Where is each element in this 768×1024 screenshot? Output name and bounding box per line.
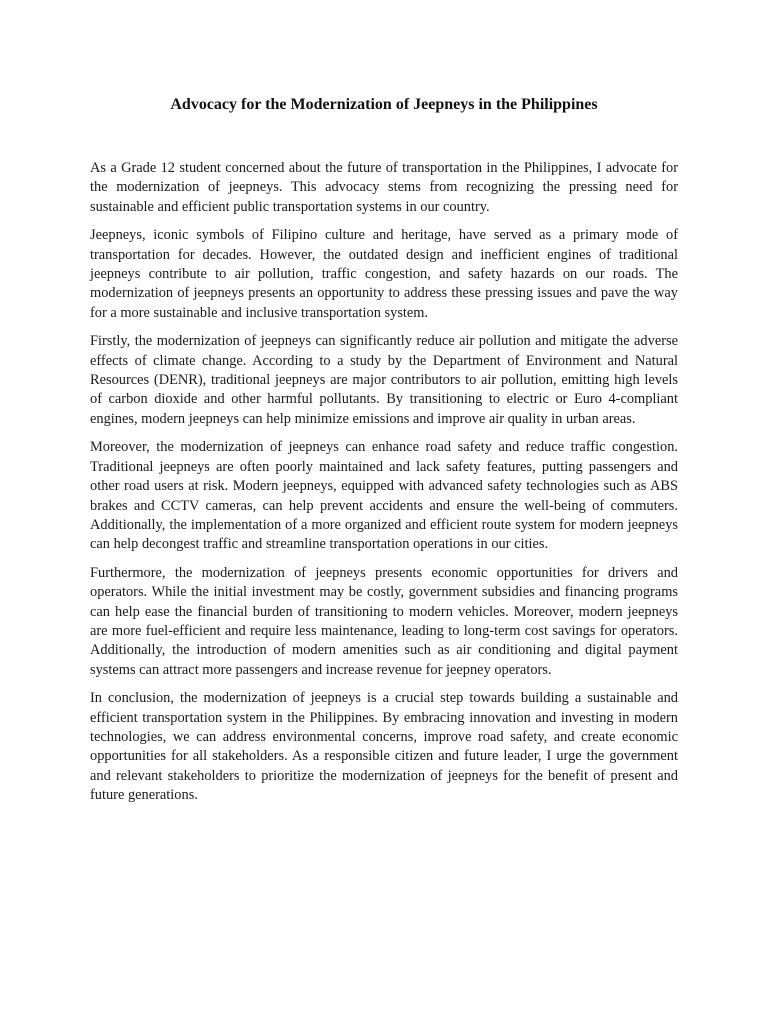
paragraph-economic: Furthermore, the modernization of jeepneys presents economic opportunities for drivers and operators. While the initial investment may be costly, government subsidies and financing programs can help ease the financial burden of transitioning to modern vehicles. Moreover, modern jeepneys are more fuel-efficient and require less maintenance, leading to long-term cost savings for operators. Additionally, the introduction of modern amenities such as air conditioning and digital payment systems can attract more passengers and increase revenue for jeepney operators. [90, 564, 678, 678]
paragraph-background: Jeepneys, iconic symbols of Filipino culture and heritage, have served as a primary mode of transportation for decades. However, the outdated design and inefficient engines of traditional jeepneys contribute to air pollution, traffic congestion, and safety hazards on our roads. The modernization of jeepneys presents an opportunity to address these pressing issues and pave the way for a more sustainable and inclusive transportation system. [90, 227, 678, 321]
paragraph-air-pollution: Firstly, the modernization of jeepneys can significantly reduce air pollution and mitigate the adverse effects of climate change. According to a study by the Department of Environment and Natural Resources (DENR), traditional jeepneys are major contributors to air pollution, emitting high levels of carbon dioxide and other harmful pollutants. By transitioning to electric or Euro 4-compliant engines, modern jeepneys can help minimize emissions and improve air quality in urban areas. [90, 333, 678, 427]
document-title: Advocacy for the Modernization of Jeepneys in the Philippines [170, 96, 598, 113]
paragraph-conclusion: In conclusion, the modernization of jeepneys is a crucial step towards building a sustainable and efficient transportation system in the Philippines. By embracing innovation and investing in modern technologies, we can address environmental concerns, improve road safety, and create economic opportunities for all stakeholders. As a responsible citizen and future leader, I urge the government and relevant stakeholders to prioritize the modernization of jeepneys for the benefit of present and future generations. [90, 690, 678, 804]
paragraph-road-safety: Moreover, the modernization of jeepneys can enhance road safety and reduce traffic congestion. Traditional jeepneys are often poorly maintained and lack safety features, putting passengers and other road users at risk. Modern jeepneys, equipped with advanced safety technologies such as ABS brakes and CCTV cameras, can help prevent accidents and ensure the well-being of commuters. Additionally, the implementation of a more organized and efficient route system for modern jeepneys can help decongest traffic and streamline transportation operations in our cities. [90, 439, 678, 553]
document-body [90, 159, 678, 815]
paragraph-intro: As a Grade 12 student concerned about the future of transportation in the Philippines, I advocate for the modernization of jeepneys. This advocacy stems from recognizing the pressing need for sustainable and efficient public transportation systems in our country. [90, 160, 678, 215]
